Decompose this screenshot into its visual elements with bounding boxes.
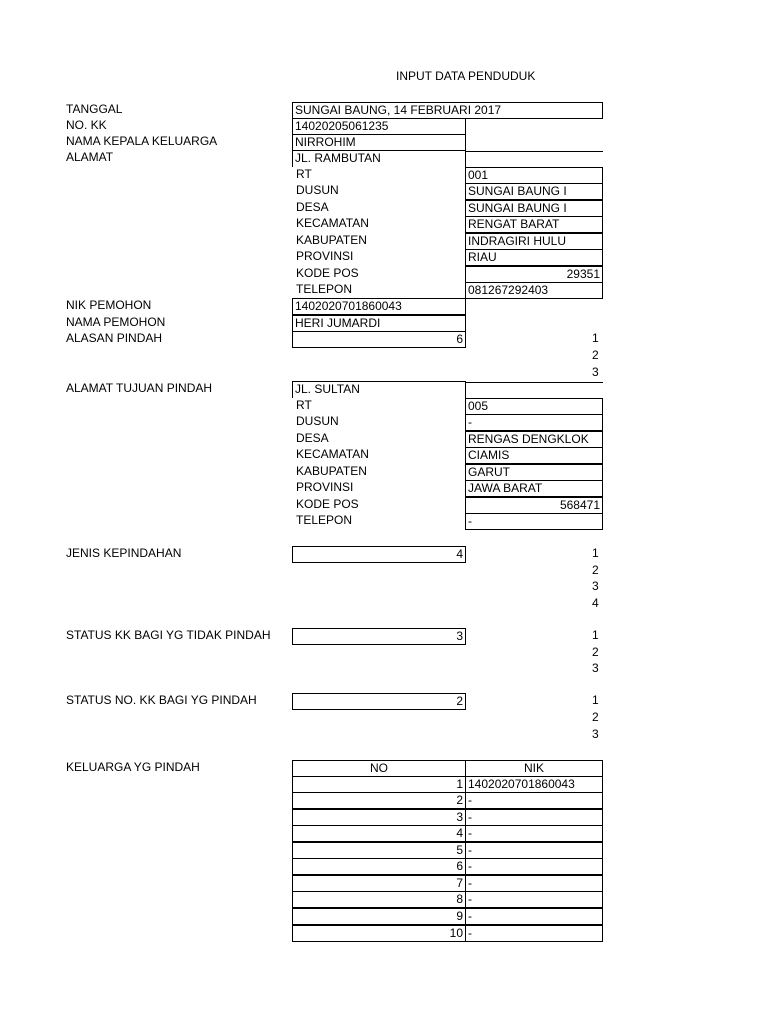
tujuan-telepon-label: TELEPON	[296, 513, 353, 527]
label-nama-kepala: NAMA KEPALA KELUARGA	[66, 134, 218, 148]
label-alamat-tujuan: ALAMAT TUJUAN PINDAH	[66, 381, 213, 395]
nama-kepala-field[interactable]: NIRROHIM	[292, 134, 466, 151]
table-row-no: 5	[292, 842, 466, 859]
table-row-no: 2	[292, 792, 466, 809]
tanggal-field[interactable]: SUNGAI BAUNG, 14 FEBRUARI 2017	[292, 102, 603, 119]
tujuan-provinsi-field[interactable]: JAWA BARAT	[465, 480, 603, 497]
alamat-telepon-field[interactable]: 081267292403	[465, 282, 603, 299]
nik-pemohon-field[interactable]: 1402020701860043	[292, 298, 466, 315]
table-row-nik[interactable]: -	[465, 858, 603, 875]
label-status-kk-pindah: STATUS NO. KK BAGI YG PINDAH	[66, 693, 257, 707]
status-tidak-option: 1	[592, 628, 599, 642]
alamat-desa-field[interactable]: SUNGAI BAUNG I	[465, 200, 603, 217]
nama-pemohon-field[interactable]: HERI JUMARDI	[292, 315, 466, 332]
label-tanggal: TANGGAL	[66, 102, 123, 116]
alasan-option: 3	[592, 365, 599, 379]
label-alamat: ALAMAT	[66, 150, 114, 164]
page-title: INPUT DATA PENDUDUK	[396, 69, 536, 83]
table-row-nik[interactable]: -	[465, 875, 603, 892]
alamat-provinsi-label: PROVINSI	[296, 249, 354, 263]
jenis-option: 3	[592, 579, 599, 593]
tujuan-kabupaten-label: KABUPATEN	[296, 464, 367, 478]
table-row-nik[interactable]: -	[465, 925, 603, 942]
jenis-option: 2	[592, 563, 599, 577]
alamat-row-divider	[466, 151, 603, 152]
tujuan-kabupaten-field[interactable]: GARUT	[465, 464, 603, 481]
tujuan-dusun-label: DUSUN	[296, 414, 339, 428]
table-row-nik[interactable]: 1402020701860043	[465, 776, 603, 793]
alasan-pindah-field[interactable]: 6	[292, 331, 466, 348]
alamat-provinsi-field[interactable]: RIAU	[465, 249, 603, 266]
table-header-no: NO	[292, 760, 466, 777]
table-row-no: 7	[292, 875, 466, 892]
label-nik-pemohon: NIK PEMOHON	[66, 298, 152, 312]
alamat-kabupaten-label: KABUPATEN	[296, 233, 367, 247]
label-status-kk-tidak-pindah: STATUS KK BAGI YG TIDAK PINDAH	[66, 628, 271, 642]
alamat-kecamatan-field[interactable]: RENGAT BARAT	[465, 216, 603, 233]
alamat-kabupaten-field[interactable]: INDRAGIRI HULU	[465, 233, 603, 250]
status-tidak-option: 3	[592, 661, 599, 675]
label-keluarga-pindah: KELUARGA YG PINDAH	[66, 760, 200, 774]
alasan-option: 1	[592, 331, 599, 345]
status-kk-tidak-pindah-field[interactable]: 3	[292, 628, 466, 645]
table-row-nik[interactable]: -	[465, 792, 603, 809]
no-kk-field[interactable]: 14020205061235	[292, 118, 466, 135]
alamat-tujuan-field[interactable]: JL. SULTAN	[292, 381, 466, 398]
alamat-kodepos-label: KODE POS	[296, 266, 359, 280]
alamat-kecamatan-label: KECAMATAN	[296, 216, 369, 230]
jenis-option: 4	[592, 596, 599, 610]
status-pindah-option: 2	[592, 710, 599, 724]
tujuan-row-divider	[466, 382, 603, 383]
tujuan-desa-label: DESA	[296, 431, 329, 445]
table-row-no: 4	[292, 825, 466, 842]
table-row-nik[interactable]: -	[465, 809, 603, 826]
tujuan-dusun-field[interactable]: -	[465, 414, 603, 431]
table-row-no: 3	[292, 809, 466, 826]
tujuan-desa-field[interactable]: RENGAS DENGKLOK	[465, 431, 603, 448]
alamat-telepon-label: TELEPON	[296, 282, 353, 296]
status-kk-pindah-field[interactable]: 2	[292, 693, 466, 710]
alamat-desa-label: DESA	[296, 200, 329, 214]
tujuan-rt-field[interactable]: 005	[465, 398, 603, 415]
label-nama-pemohon: NAMA PEMOHON	[66, 315, 166, 329]
tujuan-kodepos-label: KODE POS	[296, 497, 359, 511]
table-row-no: 9	[292, 908, 466, 925]
label-jenis-kepindahan: JENIS KEPINDAHAN	[66, 546, 182, 560]
alamat-dusun-field[interactable]: SUNGAI BAUNG I	[465, 183, 603, 200]
status-pindah-option: 3	[592, 727, 599, 741]
table-row-no: 10	[292, 925, 466, 942]
status-pindah-option: 1	[592, 693, 599, 707]
tujuan-rt-label: RT	[296, 398, 312, 412]
table-row-nik[interactable]: -	[465, 908, 603, 925]
tujuan-kodepos-field[interactable]: 568471	[465, 497, 603, 514]
tujuan-kecamatan-label: KECAMATAN	[296, 447, 369, 461]
table-row-nik[interactable]: -	[465, 891, 603, 908]
table-row-nik[interactable]: -	[465, 825, 603, 842]
label-alasan-pindah: ALASAN PINDAH	[66, 331, 163, 345]
table-header-nik: NIK	[465, 760, 603, 777]
table-row-no: 8	[292, 891, 466, 908]
status-tidak-option: 2	[592, 645, 599, 659]
tujuan-provinsi-label: PROVINSI	[296, 480, 354, 494]
table-row-no: 6	[292, 858, 466, 875]
alamat-dusun-label: DUSUN	[296, 183, 339, 197]
alamat-rt-label: RT	[296, 167, 312, 181]
alasan-option: 2	[592, 348, 599, 362]
alamat-kodepos-field[interactable]: 29351	[465, 266, 603, 283]
jenis-option: 1	[592, 546, 599, 560]
label-no-kk: NO. KK	[66, 118, 107, 132]
table-row-nik[interactable]: -	[465, 842, 603, 859]
tujuan-telepon-field[interactable]: -	[465, 513, 603, 530]
alamat-rt-field[interactable]: 001	[465, 167, 603, 184]
table-row-no: 1	[292, 776, 466, 793]
tujuan-kecamatan-field[interactable]: CIAMIS	[465, 447, 603, 464]
jenis-kepindahan-field[interactable]: 4	[292, 546, 466, 563]
alamat-field[interactable]: JL. RAMBUTAN	[292, 150, 466, 167]
